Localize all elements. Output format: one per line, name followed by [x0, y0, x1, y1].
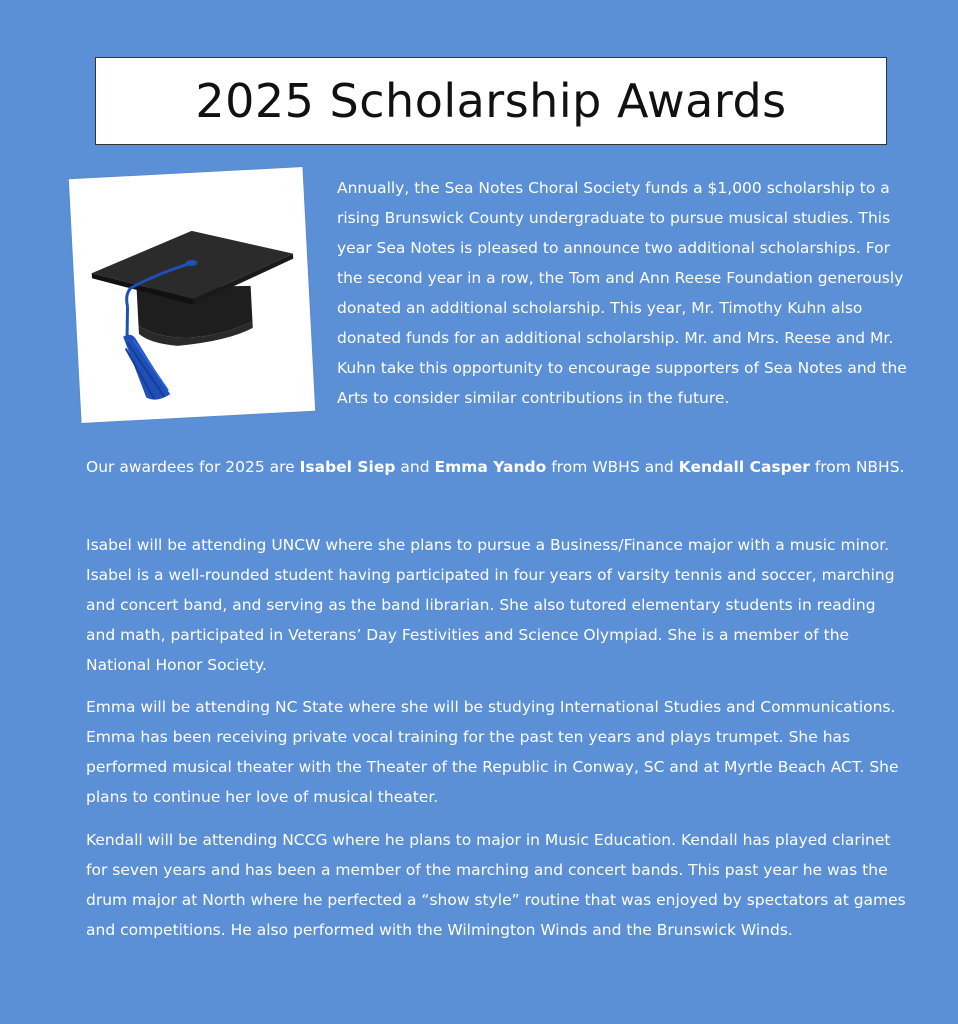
awardees-and: and	[395, 458, 435, 476]
page-title: 2025 Scholarship Awards	[195, 74, 787, 128]
kendall-text: Kendall will be attending NCCG where he plans to major in Music Education. Kendall has played clarinet for seven years and has been a member of the marching and concert bands. This past year he was the drum major at North where he perfected a “show style” routine that was enjoyed by spectators at games and competitions. He also performed with the Wilmington Winds and the Brunswick Winds.	[86, 831, 906, 939]
kendall-paragraph	[86, 825, 906, 945]
awardee-name-kendall: Kendall Casper	[678, 458, 810, 476]
awardee-name-isabel: Isabel Siep	[299, 458, 396, 476]
emma-text: Emma will be attending NC State where she will be studying International Studies and Communications. Emma has been receiving private vocal training for the past ten years and plays trumpet. She has performed musical theater with the Theater of the Republic in Conway, SC and at Myrtle Beach ACT. She plans to continue her love of musical theater.	[86, 698, 899, 806]
graduation-cap-icon	[69, 167, 315, 423]
awardees-paragraph	[86, 452, 906, 482]
awardee-name-emma: Emma Yando	[434, 458, 547, 476]
isabel-paragraph	[86, 530, 906, 680]
awardees-mid: from WBHS and	[546, 458, 679, 476]
graduation-cap-photo	[69, 167, 315, 423]
intro-text: Annually, the Sea Notes Choral Society funds a $1,000 scholarship to a rising Brunswick County undergraduate to pursue musical studies. This year Sea Notes is pleased to announce two additional scholarships. For the second year in a row, the Tom and Ann Reese Foundation generously donated an additional scholarship. This year, Mr. Timothy Kuhn also donated funds for an additional scholarship. Mr. and Mrs. Reese and Mr. Kuhn take this opportunity to encourage supporters of Sea Notes and the Arts to consider similar contributions in the future.	[337, 179, 907, 407]
awardees-prefix: Our awardees for 2025 are	[86, 458, 300, 476]
intro-paragraph	[337, 173, 912, 413]
title-box	[95, 57, 887, 145]
awardees-suffix: from NBHS.	[809, 458, 905, 476]
emma-paragraph	[86, 692, 906, 812]
isabel-text: Isabel will be attending UNCW where she plans to pursue a Business/Finance major with a music minor. Isabel is a well-rounded student having participated in four years of varsity tennis and soccer, marching and concert band, and serving as the band librarian. She also tutored elementary students in reading and math, participated in Veterans’ Day Festivities and Science Olympiad. She is a member of the National Honor Society.	[86, 536, 895, 674]
